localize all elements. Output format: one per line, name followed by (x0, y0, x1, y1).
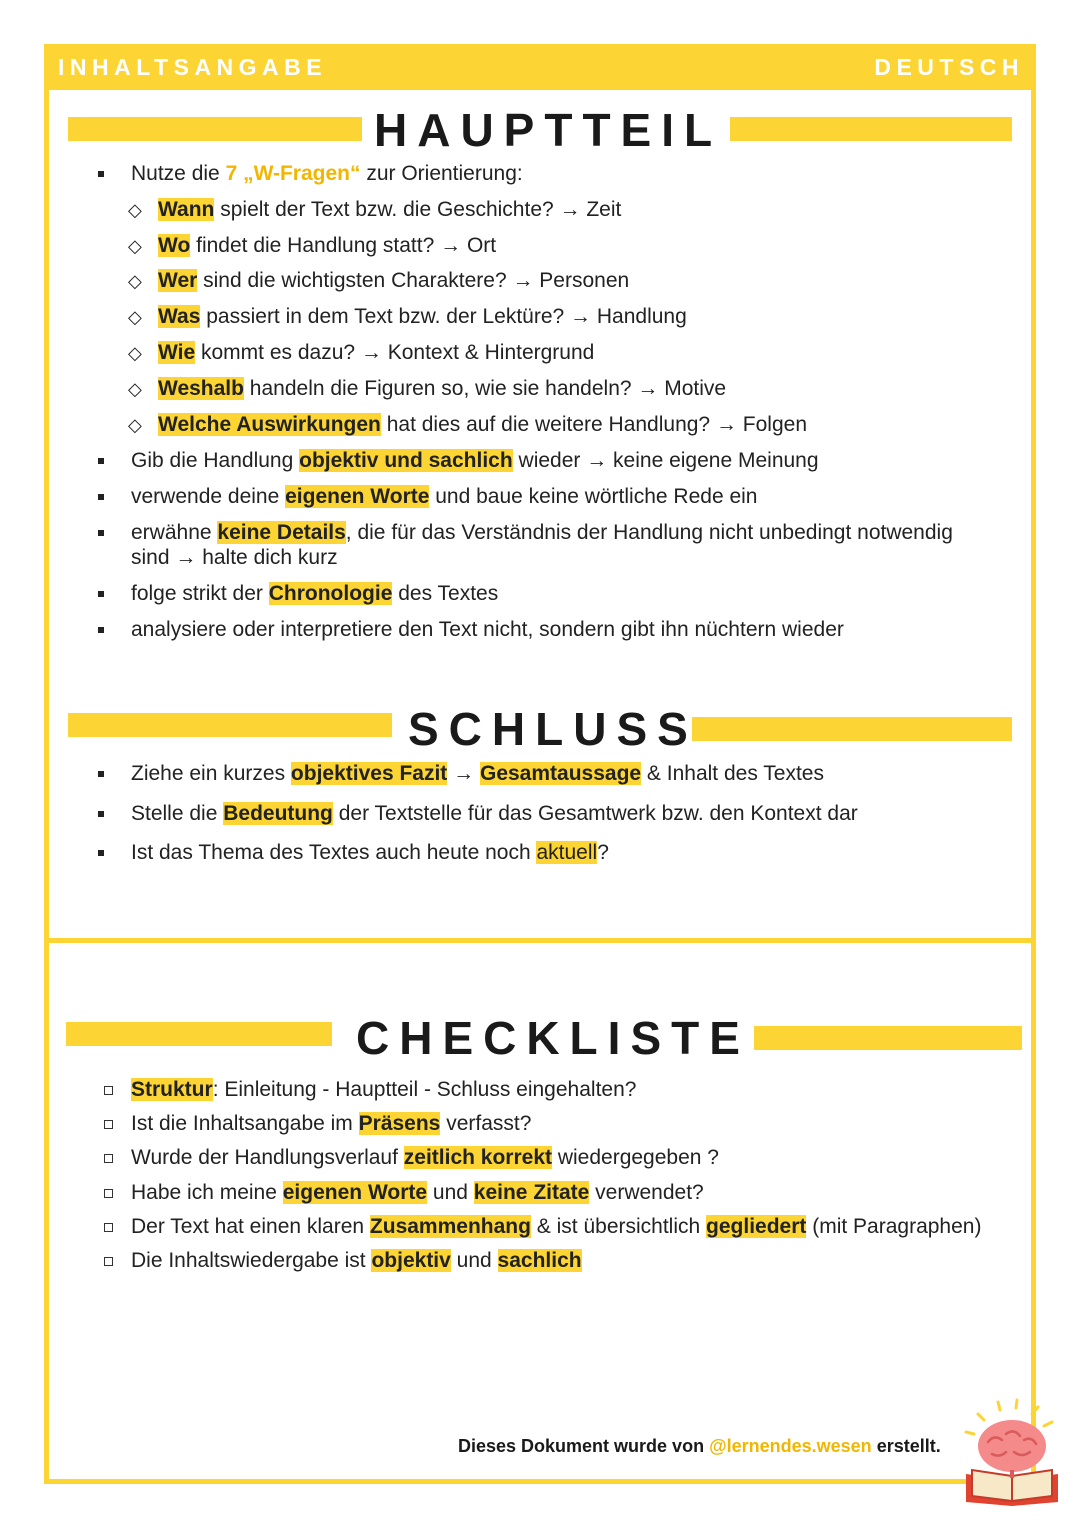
item-highlight: Chronologie (268, 582, 393, 605)
item-text: Die Inhaltswiedergabe ist (131, 1249, 372, 1272)
item-highlight: sachlich (497, 1249, 582, 1272)
wfrage-text: handeln die Figuren so, wie sie handeln? → Motive (243, 377, 727, 400)
item-text: verfasst? (440, 1112, 532, 1135)
checkliste-band-right (754, 1026, 1022, 1050)
header-topic: INHALTSANGABE (58, 54, 328, 80)
bullet-square-icon (98, 591, 104, 597)
wfrage-key: Wann (158, 198, 215, 221)
item-text: verwende deine (131, 485, 286, 508)
bullet-square-icon (98, 494, 104, 500)
item-text: & Inhalt des Textes (641, 762, 824, 785)
checkbox-icon[interactable] (104, 1086, 113, 1095)
schluss-band-right (692, 717, 1012, 741)
item-text: und (450, 1249, 498, 1272)
diamond-bullet-icon: ◇ (128, 236, 142, 256)
hauptteil-title: HAUPTTEIL (374, 104, 723, 156)
wfrage-text: hat dies auf die weitere Handlung? → Folgen (380, 413, 807, 436)
item-text: und baue keine wörtliche Rede ein (429, 485, 758, 508)
item-text: Habe ich meine (131, 1181, 283, 1204)
item-highlight: aktuell (536, 841, 598, 864)
diamond-bullet-icon: ◇ (128, 343, 142, 363)
item-text: analysiere oder interpretiere den Text nicht, sondern gibt ihn nüchtern wieder (131, 618, 844, 641)
item-highlight: Gesamtaussage (479, 762, 642, 785)
item-text: Ist das Thema des Textes auch heute noch (131, 841, 537, 864)
intro-highlight: 7 „W-Fragen“ (225, 162, 361, 185)
item-text: ? (597, 841, 609, 864)
diamond-bullet-icon: ◇ (128, 200, 142, 220)
wfrage-key: Wer (158, 269, 198, 292)
item-highlight: gegliedert (706, 1215, 807, 1238)
item-highlight: eigenen Worte (282, 1181, 428, 1204)
item-text: & ist übersichtlich (530, 1215, 707, 1238)
checkbox-icon[interactable] (104, 1257, 113, 1266)
item-text: und (427, 1181, 474, 1204)
bullet-square-icon (98, 811, 104, 817)
item-text: Gib die Handlung (131, 449, 300, 472)
bullet-square-icon (98, 530, 104, 536)
wfrage-key: Wie (158, 341, 196, 364)
item-highlight: Präsens (358, 1112, 441, 1135)
diamond-bullet-icon: ◇ (128, 379, 142, 399)
item-text: Ziehe ein kurzes (131, 762, 291, 785)
bullet-square-icon (98, 850, 104, 856)
item-text: folge strikt der (131, 582, 269, 605)
bullet-square-icon (98, 771, 104, 777)
section-divider (44, 938, 1036, 943)
item-text: wiedergegeben ? (552, 1146, 719, 1169)
checkliste-title: CHECKLISTE (356, 1012, 750, 1064)
wfrage-key: Was (158, 305, 201, 328)
item-text: verwendet? (589, 1181, 704, 1204)
item-text: : Einleitung - Hauptteil - Schluss eingehalten? (212, 1078, 637, 1101)
hauptteil-band-right (730, 117, 1012, 141)
header-subject: DEUTSCH (874, 54, 1024, 80)
item-text: Wurde der Handlungsverlauf (131, 1146, 404, 1169)
item-text: , die für das Verständnis der Handlung nicht unbedingt notwendig (345, 521, 953, 544)
wfrage-key: Wo (158, 234, 191, 257)
brain-book-logo-icon (958, 1398, 1070, 1510)
item-highlight: keine Details (217, 521, 346, 544)
bullet-square-icon (98, 171, 104, 177)
bullet-square-icon (98, 627, 104, 633)
wfrage-text: spielt der Text bzw. die Geschichte? → Zeit (214, 198, 622, 221)
checkliste-band-left (66, 1022, 332, 1046)
item-text: Ist die Inhaltsangabe im (131, 1112, 359, 1135)
footer-credit (458, 1436, 941, 1457)
item-text: sind → halte dich kurz (131, 546, 338, 569)
diamond-bullet-icon: ◇ (128, 415, 142, 435)
item-highlight: Zusammenhang (369, 1215, 531, 1238)
item-text: (mit Paragraphen) (806, 1215, 982, 1238)
checkbox-icon[interactable] (104, 1189, 113, 1198)
intro-text: Nutze die (131, 162, 226, 185)
item-text: wieder → keine eigene Meinung (512, 449, 819, 472)
item-highlight: Struktur (131, 1078, 213, 1101)
wfrage-text: findet die Handlung statt? → Ort (190, 234, 497, 257)
item-text: Stelle die (131, 802, 224, 825)
header-bar (44, 44, 1036, 90)
item-highlight: keine Zitate (473, 1181, 590, 1204)
wfrage-key: Welche Auswirkungen (158, 413, 381, 436)
checkbox-icon[interactable] (104, 1154, 113, 1163)
wfrage-text: sind die wichtigsten Charaktere? → Personen (197, 269, 630, 292)
schluss-band-left (68, 713, 392, 737)
footer-text: Dieses Dokument wurde von (458, 1436, 710, 1456)
item-highlight: Bedeutung (223, 802, 333, 825)
wfrage-text: kommt es dazu? → Kontext & Hintergrund (195, 341, 595, 364)
item-text: Der Text hat einen klaren (131, 1215, 370, 1238)
item-highlight: eigenen Worte (285, 485, 430, 508)
wfrage-text: passiert in dem Text bzw. der Lektüre? → Handlung (200, 305, 687, 328)
item-text: des Textes (392, 582, 499, 605)
item-highlight: objektiv (371, 1249, 451, 1272)
item-text: erwähne (131, 521, 218, 544)
intro-text-end: zur Orientierung: (360, 162, 523, 185)
item-highlight: zeitlich korrekt (403, 1146, 552, 1169)
checkbox-icon[interactable] (104, 1120, 113, 1129)
wfrage-key: Weshalb (158, 377, 244, 400)
item-highlight: objektives Fazit (290, 762, 448, 785)
hauptteil-band-left (68, 117, 362, 141)
item-text: → (447, 762, 480, 785)
footer-text-end: erstellt. (871, 1436, 941, 1456)
item-text: der Textstelle für das Gesamtwerk bzw. den Kontext dar (332, 802, 858, 825)
checkbox-icon[interactable] (104, 1223, 113, 1232)
item-highlight: objektiv und sachlich (299, 449, 513, 472)
footer-handle-link[interactable]: @lernendes.wesen (709, 1436, 872, 1456)
bullet-square-icon (98, 458, 104, 464)
diamond-bullet-icon: ◇ (128, 307, 142, 327)
schluss-title: SCHLUSS (408, 703, 698, 755)
diamond-bullet-icon: ◇ (128, 271, 142, 291)
